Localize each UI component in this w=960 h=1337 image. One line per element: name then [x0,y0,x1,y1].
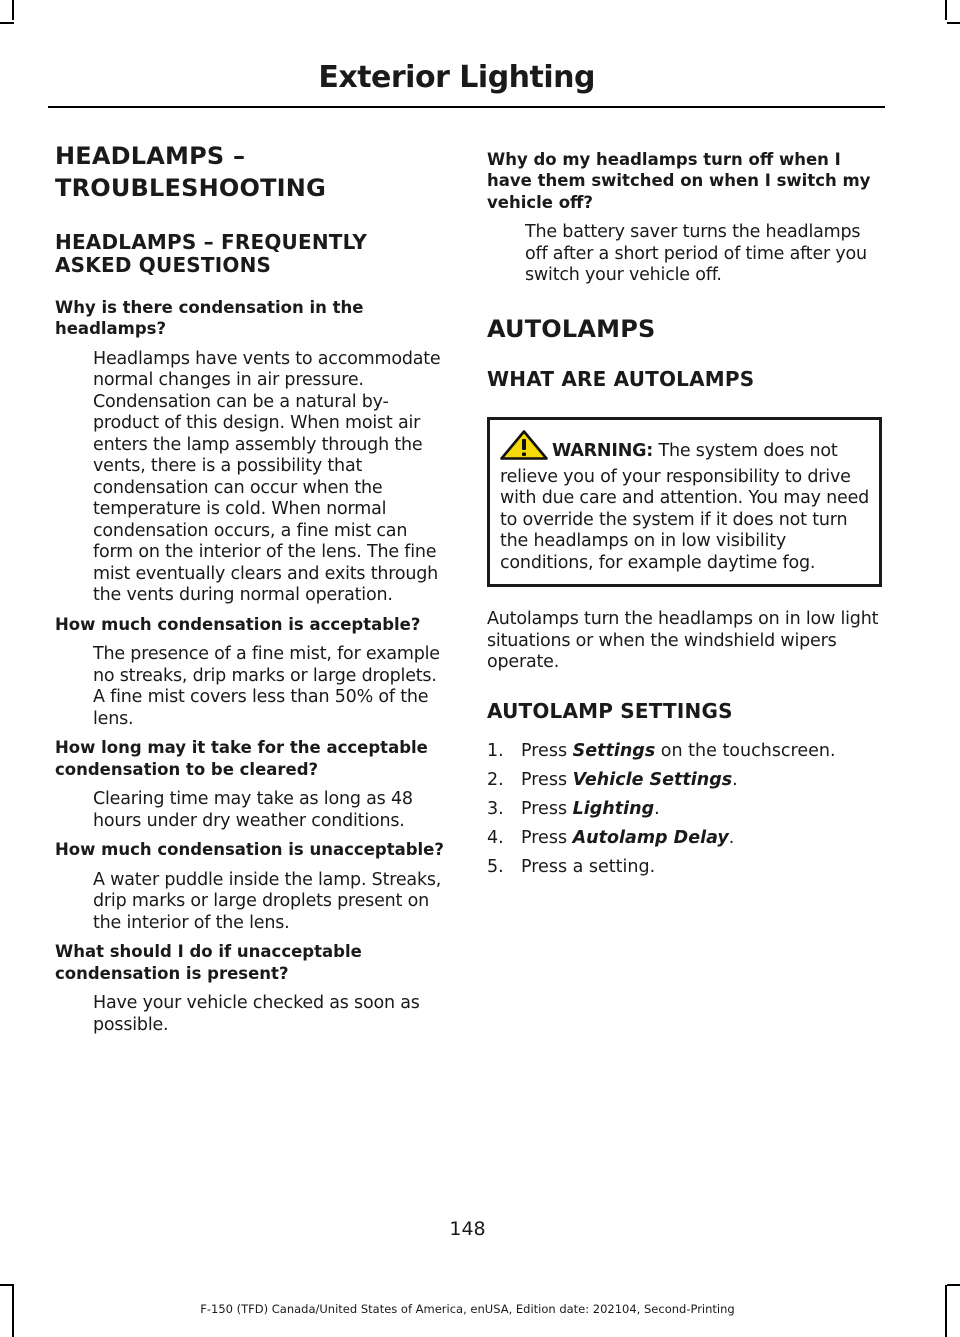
crop-mark [947,1284,960,1286]
subsection-title-what-are-autolamps: WHAT ARE AUTOLAMPS [487,367,755,392]
step-key: Settings [572,740,656,761]
warning-box [487,417,882,587]
settings-steps-list [487,741,882,878]
list-item [487,799,882,820]
step-number: 5. [487,856,504,877]
left-column [55,140,450,1036]
crop-mark [945,1285,947,1337]
step-number: 3. [487,798,504,819]
step-text: Press [521,740,573,761]
page-number: 148 [449,1218,486,1240]
step-text-end: . [728,827,735,848]
footer-edition-info: F-150 (TFD) Canada/United States of America, enUSA, Edition date: 202104, Second-Printing [200,1302,735,1316]
faq-question: Why is there condensation in the headlamps? [55,297,364,339]
header-divider [48,106,885,108]
warning-text: The system does not relieve you of your responsibility to drive with due care and attention. You may need to override the system if it does not turn the headlamps on in low visibility conditions, for example daytime fog. [500,441,870,573]
faq-question: How long may it take for the acceptable condensation to be cleared? [55,738,428,779]
autolamps-intro: Autolamps turn the headlamps on in low light situations or when the windshield wipers operate. [487,609,879,673]
subsection-title-autolamp-settings: AUTOLAMP SETTINGS [487,698,733,723]
faq-answer: The presence of a fine mist, for example no streaks, drip marks or large droplets. A fine mist covers less than 50% of the lens. [93,644,440,729]
section-title-line1: HEADLAMPS – [55,142,246,170]
step-text: Press [521,827,573,848]
step-text: Press a setting. [521,856,656,877]
faq-answer: Headlamps have vents to accommodate normal changes in air pressure. Condensation can be a natural by-product of this design. When moist air enters the lamp assembly through the vents, there is a possibility that condensation can occur when the temperature is cold. When normal condensation occurs, a fine mist can form on the interior of the lens. The fine mist eventually clears and exits through the vents during normal operation. [93,348,441,606]
faq-item [487,149,882,287]
faq-question: How much condensation is unacceptable? [55,840,444,860]
step-key: Vehicle Settings [572,769,733,790]
warning-label: WARNING: [552,441,654,462]
step-number: 2. [487,769,504,790]
faq-answer: The battery saver turns the headlamps off after a short period of time after you switch your vehicle off. [525,222,867,286]
faq-item [55,941,450,1036]
section-title-autolamps: AUTOLAMPS [487,314,656,343]
faq-question: How much condensation is acceptable? [55,614,421,634]
step-text-end: . [732,769,738,790]
step-number: 4. [487,827,504,848]
faq-item [55,297,450,607]
right-column [487,149,882,886]
section-title-line2: TROUBLESHOOTING [55,174,326,203]
step-key: Autolamp Delay [572,827,729,848]
step-number: 1. [487,740,504,761]
faq-question: What should I do if unacceptable condensation is present? [55,942,362,983]
list-item [487,857,882,878]
step-text: Press [521,798,573,819]
faq-answer: Clearing time may take as long as 48 hours under dry weather conditions. [93,789,413,831]
faq-item [55,839,450,934]
crop-mark [0,22,14,24]
page-header-title: Exterior Lighting [318,60,595,95]
subsection-title-faq: HEADLAMPS – FREQUENTLY ASKED QUESTIONS [55,229,368,277]
step-text: Press [521,769,573,790]
faq-answer: A water puddle inside the lamp. Streaks, drip marks or large droplets present on the interior of the lens. [93,869,442,933]
warning-triangle-icon [500,430,548,467]
faq-item [55,614,450,731]
faq-question: Why do my headlamps turn off when I have them switched on when I switch my vehicle off? [487,150,871,212]
crop-mark [0,1284,14,1286]
list-item [487,770,882,791]
step-text-end: . [654,798,660,819]
crop-mark [945,0,947,20]
faq-item [55,737,450,832]
crop-mark [12,0,14,20]
list-item [487,828,882,849]
faq-answer: Have your vehicle checked as soon as possible. [93,993,420,1035]
section-title [55,140,450,205]
step-key: Lighting [572,798,655,819]
crop-mark [947,22,960,24]
list-item [487,741,882,762]
step-text-end: on the touchscreen. [655,740,836,761]
